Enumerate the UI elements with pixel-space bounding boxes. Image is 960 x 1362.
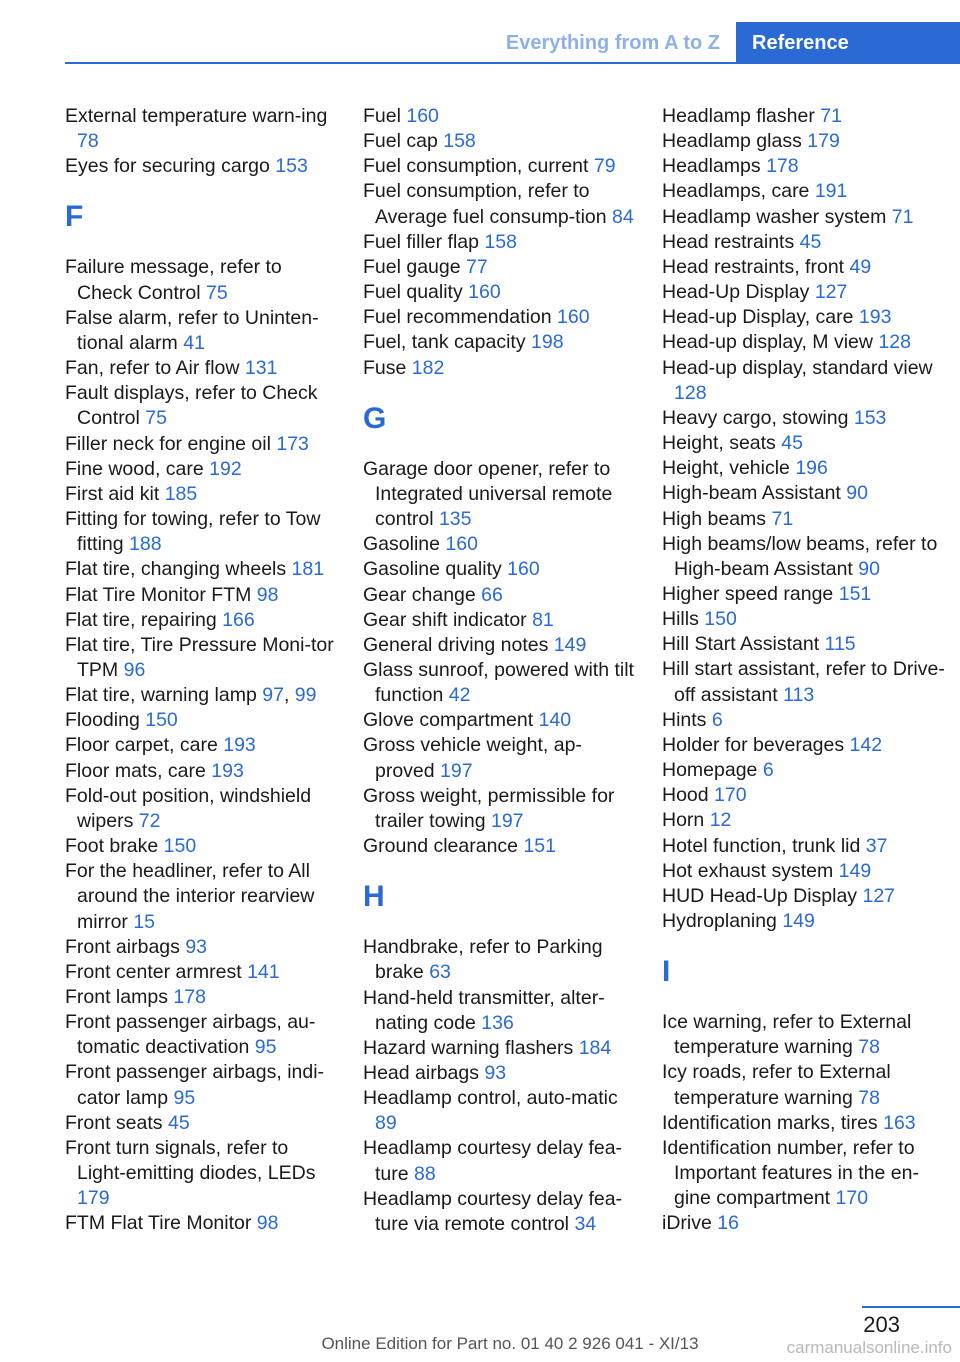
page-link[interactable]: 127 [862,884,896,907]
page-separator: , [283,684,290,707]
index-entry-text: Fuel cap [363,130,438,153]
index-entry-text: HUD Head-Up Display [662,884,858,907]
page-link[interactable]: 142 [849,733,883,756]
index-entry-text: High beams [662,507,767,530]
index-entry [662,1136,952,1211]
page-link[interactable]: 193 [211,759,244,782]
index-entry-text: Hood [662,784,709,807]
index-entry [662,1211,952,1236]
index-entry [65,608,337,633]
index-entry [662,808,952,833]
index-entry-text: Fuel quality [363,281,463,304]
page-link[interactable]: 170 [835,1187,869,1210]
index-entry [363,154,635,179]
index-entry-text: Gear shift indicator [363,608,527,631]
index-entry-text: Fine wood, care [65,457,204,480]
section-letter: F [65,200,84,234]
index-entry [65,154,337,179]
index-entry [65,432,337,457]
page-link[interactable]: 182 [411,356,445,379]
index-entry [363,330,635,355]
page-link[interactable]: 84 [612,205,634,228]
page-link[interactable]: 178 [766,155,799,178]
index-entry-text: Glove compartment [363,709,534,732]
index-entry [65,1211,337,1236]
index-entry [662,632,952,657]
index-entry [662,834,952,859]
index-entry-text: Head-up Display, care [662,306,854,329]
index-entry [662,884,952,909]
index-entry [662,1060,952,1110]
page-link[interactable]: 90 [846,482,868,505]
index-entry [662,607,952,632]
page-link[interactable]: 141 [247,960,280,983]
page-link[interactable]: 135 [438,508,472,531]
index-entry [65,708,337,733]
page-link[interactable]: 6 [711,708,723,731]
index-entry [662,179,952,204]
index-entry-text: Flooding [65,709,140,732]
index-entry [662,758,952,783]
page-link[interactable]: 185 [164,482,198,505]
header-rule [65,62,960,64]
index-entry-text: Hints [662,708,707,731]
index-entry [662,909,952,934]
index-entry-text: Flat tire, repairing [65,608,217,631]
index-entry-text: Flat tire, changing wheels [65,558,287,581]
index-entry-text: Headlamps [662,155,761,178]
page-link[interactable]: 6 [762,759,774,782]
index-entry [662,783,952,808]
index-entry-text: Headlamp courtesy delay fea‐ture via remote control [363,1187,623,1235]
index-entry-text: Front seats [65,1111,163,1134]
page-link[interactable]: 158 [443,130,476,153]
edition-note: Online Edition for Part no. 01 40 2 926 041 - XI/13 [321,1334,699,1353]
index-entry [363,129,635,154]
index-entry-text: Hydroplaning [662,910,777,932]
index-entry-text: Ground clearance [363,835,519,858]
page-link[interactable]: 72 [138,809,161,832]
index-entry-text: Eyes for securing cargo [65,155,270,178]
index-entry-text: Hazard warning flashers [363,1036,574,1059]
page-link[interactable]: 71 [771,507,794,530]
page-link[interactable]: 42 [448,684,471,707]
index-entry-text: Icy roads, refer to External temperature warning [662,1061,891,1109]
page-link[interactable]: 128 [878,331,911,354]
index-entry [65,482,337,507]
index-entry-text: Gasoline [363,533,440,556]
index-entry [65,1136,337,1211]
index-entry-text: Gear change [363,583,476,606]
index-entry-text: Headlamp courtesy delay fea‐ture [363,1137,623,1185]
index-entry-text: General driving notes [363,633,549,656]
footer-rule [862,1306,960,1308]
page-link[interactable]: 71 [820,105,842,127]
index-entry [662,507,952,532]
index-entry-text: Front center armrest [65,960,242,983]
page-link[interactable]: 45 [167,1111,190,1134]
index-entry [363,583,635,608]
page-link[interactable]: 75 [205,281,228,304]
page-link[interactable]: 78 [858,1086,880,1109]
page-link[interactable]: 96 [123,658,146,681]
page-link[interactable]: 45 [799,230,822,253]
index-entry [65,985,337,1010]
index-entry-text: Front turn signals, refer to Light-emitting diodes, LEDs [65,1136,316,1185]
page-link[interactable]: 136 [481,1011,514,1034]
index-entry-text: Gross weight, permissible for trailer towing [363,784,615,832]
page-link[interactable]: 34 [574,1212,597,1235]
page-link[interactable]: 49 [849,255,872,278]
page-number: 203 [863,1312,900,1337]
index-entry [662,280,952,305]
index-entry-text: Head-Up Display [662,281,810,304]
watermark: carmanualsonline.info [786,1338,952,1357]
index-entry-text: False alarm, refer to Uninten‐tional alarm [65,306,319,354]
index-entry [65,557,337,582]
index-entry [363,280,635,305]
index-entry-text: For the headliner, refer to All around the interior rearview mirror [65,860,315,933]
index-column-3 [662,104,952,1237]
index-entry-text: Front passenger airbags, indi‐cator lamp [65,1061,325,1109]
index-entry [662,205,952,230]
index-entry-text: Headlamp flasher [662,105,815,127]
index-entry-text: Garage door opener, refer to Integrated universal remote control [363,457,613,531]
page-link[interactable]: 197 [440,759,473,782]
index-entry-text: Hill Start Assistant [662,633,820,656]
page-link[interactable]: 99 [294,684,317,707]
index-entry [363,986,635,1036]
index-entry [662,657,952,707]
index-entry-text: Higher speed range [662,582,834,605]
index-entry-text: Fuel consumption, current [363,155,589,178]
section-letter: I [662,955,671,989]
index-entry [363,356,635,381]
index-entry [662,1111,952,1136]
page-link[interactable]: 179 [77,1187,110,1210]
index-entry-text: iDrive [662,1212,712,1235]
index-entry-text: Hand-held transmitter, alter‐nating code [363,986,605,1034]
index-entry [662,733,952,758]
page-link[interactable]: 95 [173,1086,196,1109]
header-tab-reference[interactable]: Reference [736,22,960,62]
page-link[interactable]: 115 [824,633,856,656]
page-link[interactable]: 149 [782,910,815,932]
index-entry [363,633,635,658]
index-entry [65,255,337,305]
index-entry [65,381,337,431]
index-entry [662,582,952,607]
index-entry-text: Head restraints, front [662,255,845,278]
page-link[interactable]: 184 [578,1036,612,1059]
page-link[interactable]: 160 [406,105,439,127]
index-entry [363,179,635,229]
index-column-1 [65,104,337,1237]
index-entry-text: Fuel gauge [363,255,461,278]
page-link[interactable]: 95 [254,1036,277,1059]
index-entry-text: Gross vehicle weight, ap‐proved [363,734,582,782]
index-entry-text: Head-up display, M view [662,331,873,354]
page-link[interactable]: 97 [262,684,284,707]
index-entry [363,557,635,582]
index-entry [662,532,952,582]
index-entry-text: Floor mats, care [65,759,206,782]
page-link[interactable]: 63 [429,961,451,984]
index-entry [662,406,952,431]
index-entry-text: Fault displays, refer to Check Control [65,382,318,430]
index-entry [363,1061,635,1086]
page-link[interactable]: 160 [445,533,478,556]
index-entry-text: First aid kit [65,482,160,505]
index-entry [662,1010,952,1060]
page-link[interactable]: 93 [484,1062,507,1084]
page-link[interactable]: 15 [133,910,156,933]
index-entry [65,306,337,356]
index-entry [65,1111,337,1136]
page-link[interactable]: 149 [553,633,587,656]
index-entry-text: Flat tire, warning lamp [65,684,257,707]
index-entry-text: High-beam Assistant [662,482,841,505]
page-link[interactable]: 178 [173,986,206,1008]
index-entry-text: External temperature warn‐ing [65,105,328,127]
page-link[interactable]: 93 [185,935,208,958]
page-link[interactable]: 89 [375,1112,397,1135]
page-link[interactable]: 196 [795,457,828,480]
index-column-2 [363,104,635,1237]
page-link[interactable]: 198 [531,331,564,354]
index-entry [662,431,952,456]
index-entry-text: Fuel filler flap [363,230,479,253]
index-entry-text: Failure message, refer to Check Control [65,256,282,304]
index-entry-text: Head-up display, standard view [662,356,933,379]
page-link[interactable]: 150 [163,835,197,858]
index-entry-text: Hills [662,608,699,631]
index-entry-text: Fold-out position, windshield wipers [65,784,312,832]
index-entry [662,356,952,406]
index-entry-text: Front airbags [65,935,180,958]
page-link[interactable]: 81 [532,608,554,631]
page-link[interactable]: 88 [414,1162,436,1185]
index-entry [662,481,952,506]
index-entry-text: Heavy cargo, stowing [662,406,849,429]
index-entry-text: High beams/low beams, refer to High-beam Assistant [662,532,938,580]
index-entry [363,608,635,633]
page-link[interactable]: 71 [891,205,914,228]
index-entry-text: Hotel function, trunk lid [662,834,861,857]
page-link[interactable]: 150 [145,709,178,732]
index-entry [65,834,337,859]
index-entry [363,834,635,859]
header-section-title: Everything from A to Z [505,32,720,54]
index-entry [662,230,952,255]
index-entry-text: Identification number, refer to Important features in the en‐gine compartment [662,1136,919,1210]
page-link[interactable]: 113 [783,683,815,706]
index-entry [65,1060,337,1110]
index-entry [662,859,952,884]
page-link[interactable]: 77 [466,255,488,278]
index-entry [363,230,635,255]
index-entry [65,960,337,985]
index-entry [363,1036,635,1061]
index-entry [662,456,952,481]
index-entry [363,784,635,834]
index-entry [65,356,337,381]
page-link[interactable]: 188 [129,533,162,556]
index-entry [363,104,635,129]
index-entry [363,1187,635,1237]
index-entry-text: Handbrake, refer to Parking brake [363,936,603,984]
index-entry-text: Holder for beverages [662,733,845,756]
index-entry [363,255,635,280]
page-link[interactable]: 163 [883,1111,916,1134]
index-entry [65,935,337,960]
page-link[interactable]: 45 [781,432,803,455]
index-entry [65,683,337,708]
page-link[interactable]: 128 [674,381,707,404]
page-link[interactable]: 140 [538,709,572,732]
page-link[interactable]: 193 [223,734,256,757]
page-link[interactable]: 78 [858,1036,880,1059]
index-entry-text: Hot exhaust system [662,859,834,882]
page-link[interactable]: 78 [77,130,99,153]
index-entry-text: Fuel [363,105,401,127]
index-entry-text: Fuse [363,356,407,379]
page-link[interactable]: 131 [244,357,278,380]
page-link[interactable]: 158 [484,230,517,253]
index-entry [363,733,635,783]
index-entry [662,154,952,179]
page-link[interactable]: 197 [490,809,524,832]
page-link[interactable]: 153 [275,155,308,178]
index-entry-text: Identification marks, tires [662,1111,878,1134]
index-entry-text: Headlamp washer system [662,205,887,228]
index-entry-text: Flat Tire Monitor FTM [65,583,252,606]
page-link[interactable]: 16 [717,1212,739,1235]
page-link[interactable]: 151 [838,582,872,605]
section-letter: H [363,880,385,914]
index-entry [363,658,635,708]
page-link[interactable]: 98 [256,1212,279,1235]
index-entry [65,759,337,784]
index-entry [65,507,337,557]
index-entry-text: Height, vehicle [662,457,790,480]
index-entry [65,457,337,482]
section-letter: G [363,401,387,435]
index-entry-text: Hill start assistant, refer to Drive-off assistant [662,658,945,706]
index-entry-text: Front lamps [65,986,168,1008]
index-entry-text: Head restraints [662,230,795,253]
index-entry-text: Fuel consumption, refer to Average fuel consump‐tion [363,180,607,228]
index-entry-text: Flat tire, Tire Pressure Moni‐tor TPM [65,633,334,681]
page-link[interactable]: 193 [858,306,892,329]
page-link[interactable]: 149 [838,859,872,882]
page-link[interactable]: 191 [814,180,848,203]
index-entry [363,532,635,557]
index-entry [662,255,952,280]
page-link[interactable]: 173 [276,432,309,455]
page-link[interactable]: 166 [222,608,255,631]
page-link[interactable]: 98 [256,583,279,606]
index-entry [65,859,337,934]
index-entry-text: Horn [662,809,705,832]
index-entry-text: Fan, refer to Air flow [65,357,240,380]
index-entry [65,733,337,758]
index-entry [363,935,635,985]
index-entry [363,1136,635,1186]
index-entry [65,1010,337,1060]
index-entry-text: Filler neck for engine oil [65,432,271,455]
page-link[interactable]: 151 [523,835,556,858]
page-link[interactable]: 170 [714,784,747,807]
page-link[interactable]: 160 [507,558,540,581]
page-link[interactable]: 75 [145,407,167,430]
page-link[interactable]: 12 [709,809,732,832]
page-link[interactable]: 37 [865,834,888,857]
page-link[interactable]: 79 [593,155,616,178]
index-entry-text: Fuel recommendation [363,306,552,329]
index-entry-text: Gasoline quality [363,558,502,581]
index-entry-text: Height, seats [662,432,776,455]
page-link[interactable]: 150 [704,608,737,631]
index-entry-text: Ice warning, refer to External temperature warning [662,1011,912,1059]
index-entry-text: Headlamp control, auto‐matic [363,1087,618,1110]
page-link[interactable]: 66 [481,583,503,606]
index-entry-text: Homepage [662,759,758,782]
page-link[interactable]: 160 [557,306,590,329]
index-entry [662,330,952,355]
page-link[interactable]: 192 [209,457,242,480]
index-entry [65,583,337,608]
page-link[interactable]: 153 [853,406,887,429]
index-entry [363,1086,635,1136]
index-entry [65,784,337,834]
index-entry [363,305,635,330]
index-entry-text: Head airbags [363,1062,479,1084]
page-link[interactable]: 179 [807,130,840,153]
index-entry-text: FTM Flat Tire Monitor [65,1212,252,1235]
index-entry-text: Floor carpet, care [65,734,218,757]
index-entry-text: Fitting for towing, refer to Tow fitting [65,508,321,556]
page-link[interactable]: 41 [183,331,205,354]
index-entry-text: Headlamps, care [662,180,810,203]
page-link[interactable]: 181 [291,558,325,581]
index-entry [65,633,337,683]
page-link[interactable]: 127 [814,281,848,304]
index-entry-text: Headlamp glass [662,130,802,153]
index-entry [363,708,635,733]
page-link[interactable]: 90 [858,557,880,580]
index-entry [662,129,952,154]
index-entry [65,104,337,154]
index-entry-text: Glass sunroof, powered with tilt function [363,658,634,707]
index-entry [662,708,952,733]
index-entry [662,305,952,330]
index-entry-text: Foot brake [65,835,159,858]
index-entry-text: Front passenger airbags, au‐tomatic deactivation [65,1011,316,1059]
page-link[interactable]: 160 [468,281,501,304]
index-entry-text: Fuel, tank capacity [363,331,526,354]
index-entry [363,457,635,532]
index-entry [662,104,952,129]
